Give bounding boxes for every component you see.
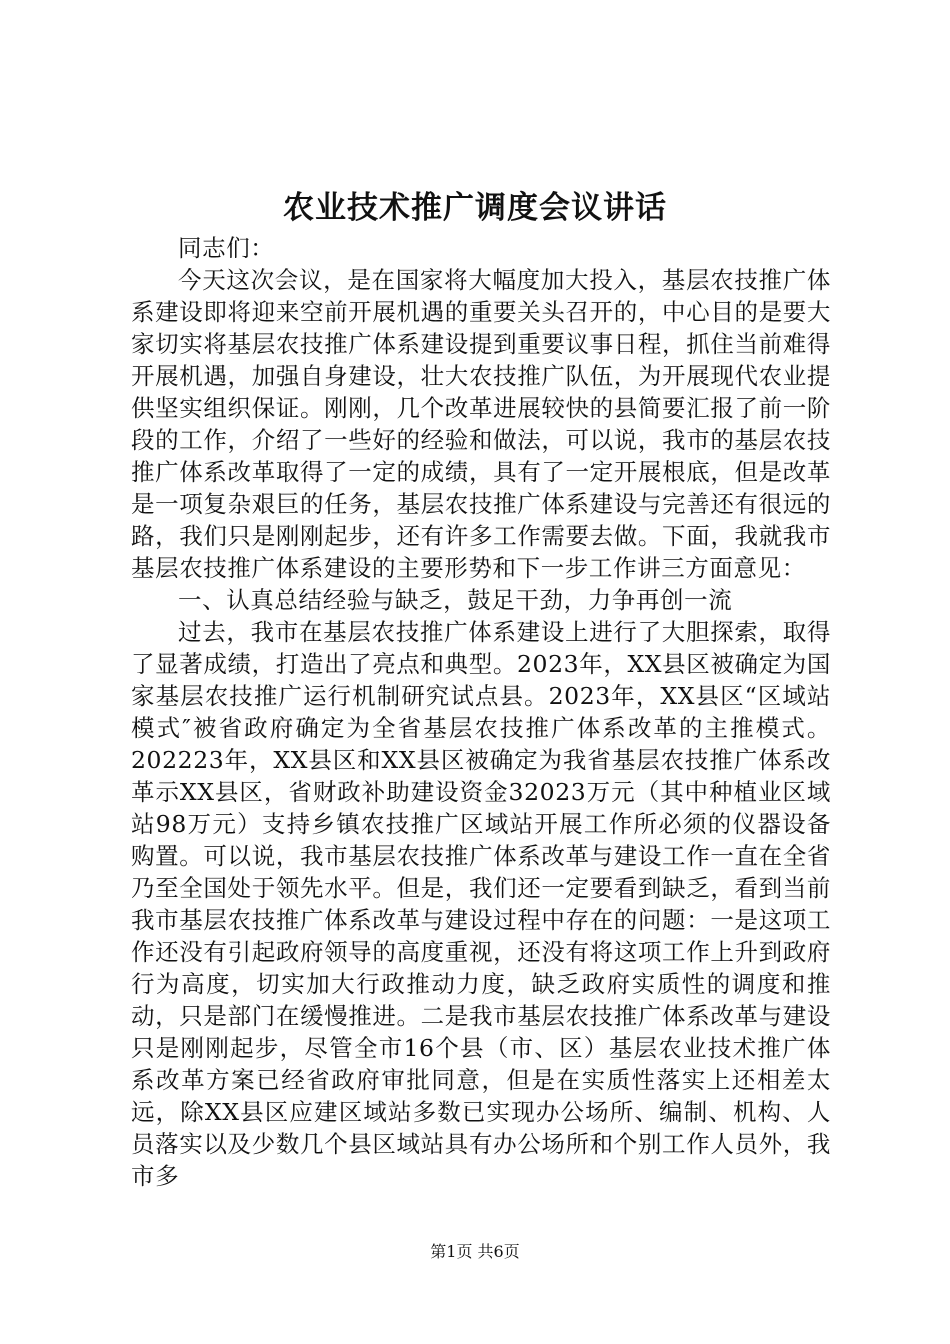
section-heading-1: 一、认真总结经验与缺乏，鼓足干劲，力争再创一流 [178,586,733,614]
salutation: 同志们： [178,234,275,262]
document-body [131,232,831,1192]
paragraph-intro: 今天这次会议，是在国家将大幅度加大投入，基层农技推广体系建设即将迎来空前开展机遇的重要关头召开的，中心目的是要大家切实将基层农技推广体系建设提到重要议事日程，抓住当前难得开展机遇，加强自身建设，壮大农技推广队伍，为开展现代农业提供坚实组织保证。刚刚，几个改革进展较快的县简要汇报了前一阶段的工作，介绍了一些好的经验和做法，可以说，我市的基层农技推广体系改革取得了一定的成绩，具有了一定开展根底，但是改革是一项复杂艰巨的任务，基层农技推广体系建设与完善还有很远的路，我们只是刚刚起步，还有许多工作需要去做。下面，我就我市基层农技推广体系建设的主要形势和下一步工作讲三方面意见： [131,266,831,582]
page-footer: 第1页 共6页 [430,1242,520,1261]
paragraph-review: 过去，我市在基层农技推广体系建设上进行了大胆探索，取得了显著成绩，打造出了亮点和典型。2023年，XX县区被确定为国家基层农技推广运行机制研究试点县。2023年，XX县区“区域站模式″被省政府确定为全省基层农技推广体系改革的主推模式。202223年，XX县区和XX县区被确定为我省基层农技推广体系改革示XX县区，省财政补助建设资金32023万元（其中种植业区域站98万元）支持乡镇农技推广区域站开展工作所必须的仪器设备购置。可以说，我市基层农技推广体系改革与建设工作一直在全省乃至全国处于领先水平。但是，我们还一定要看到缺乏，看到当前我市基层农技推广体系改革与建设过程中存在的问题：一是这项工作还没有引起政府领导的高度重视，还没有将这项工作上升到政府行为高度，切实加大行政推动力度，缺乏政府实质性的调度和推动，只是部门在缓慢推进。二是我市基层农技推广体系改革与建设只是刚刚起步，尽管全市16个县（市、区）基层农业技术推广体系改革方案已经省政府审批同意，但是在实质性落实上还相差太远，除XX县区应建区域站多数已实现办公场所、编制、机构、人员落实以及少数几个县区域站具有办公场所和个别工作人员外，我市多 [131,618,831,1190]
document-title: 农业技术推广调度会议讲话 [283,190,667,226]
